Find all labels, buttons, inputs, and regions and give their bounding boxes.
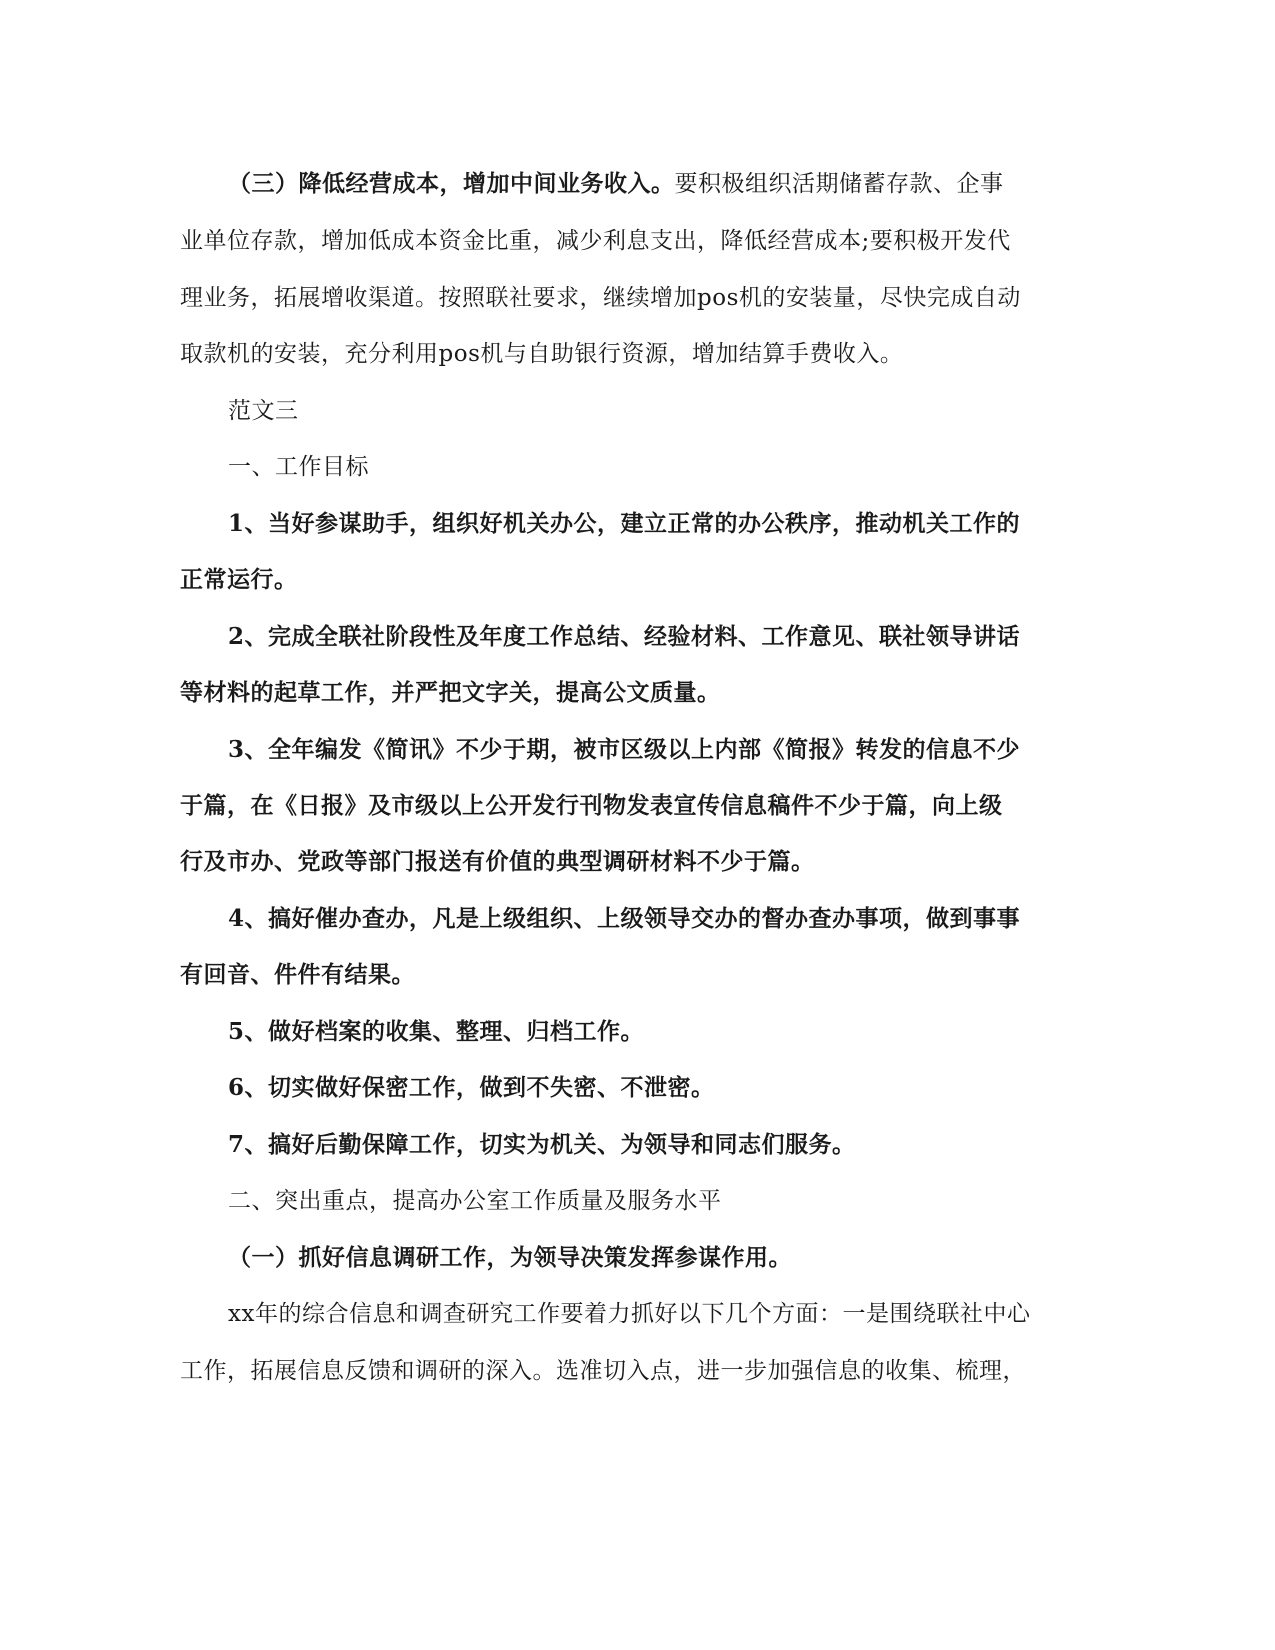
goal-3-line-2: 于篇，在《日报》及市级以上公开发行刊物发表宣传信息稿件不少于篇，向上级 (180, 792, 1003, 819)
goal-2-line-1: 2、完成全联社阶段性及年度工作总结、经验材料、工作意见、联社领导讲话 (228, 623, 1021, 650)
part-2-paragraph-line-2: 工作，拓展信息反馈和调研的深入。选准切入点，进一步加强信息的收集、梳理， (180, 1358, 1026, 1384)
goal-5: 5、做好档案的收集、整理、归档工作。 (228, 1018, 645, 1045)
goal-6: 6、切实做好保密工作，做到不失密、不泄密。 (228, 1074, 715, 1101)
goal-3-line-3: 行及市办、党政等部门报送有价值的典型调研材料不少于篇。 (180, 848, 815, 875)
part-2-heading: 二、突出重点，提高办公室工作质量及服务水平 (228, 1188, 722, 1214)
section-3-line-3: 理业务，拓展增收渠道。按照联社要求，继续增加pos机的安装量，尽快完成自动 (180, 285, 1021, 311)
goal-1-line-2: 正常运行。 (180, 566, 298, 593)
goal-4-line-1: 4、搞好催办查办，凡是上级组织、上级领导交办的督办查办事项，做到事事 (228, 905, 1021, 932)
goal-2-line-2: 等材料的起草工作，并严把文字关，提高公文质量。 (180, 679, 721, 706)
goal-4-line-2: 有回音、件件有结果。 (180, 961, 415, 988)
section-3-text: 要积极组织活期储蓄存款、企事 (674, 171, 1004, 197)
section-3-heading: （三）降低经营成本，增加中间业务收入。 (228, 170, 675, 197)
section-3-line-2: 业单位存款，增加低成本资金比重，减少利息支出，降低经营成本;要积极开发代 (180, 228, 1011, 254)
goal-1-line-1: 1、当好参谋助手，组织好机关办公，建立正常的办公秩序，推动机关工作的 (228, 510, 1021, 537)
goal-heading: 一、工作目标 (228, 454, 369, 480)
section-3-line-1 (228, 169, 1004, 199)
part-2-subheading-1: （一）抓好信息调研工作，为领导决策发挥参谋作用。 (228, 1244, 792, 1271)
goal-3-line-1: 3、全年编发《简讯》不少于期，被市区级以上内部《简报》转发的信息不少 (228, 736, 1021, 763)
goal-7: 7、搞好后勤保障工作，切实为机关、为领导和同志们服务。 (228, 1131, 856, 1158)
part-2-paragraph-line-1: xx年的综合信息和调查研究工作要着力抓好以下几个方面：一是围绕联社中心 (228, 1301, 1031, 1327)
sample-title: 范文三 (228, 398, 299, 424)
section-3-line-4: 取款机的安装，充分利用pos机与自助银行资源，增加结算手费收入。 (180, 341, 904, 367)
